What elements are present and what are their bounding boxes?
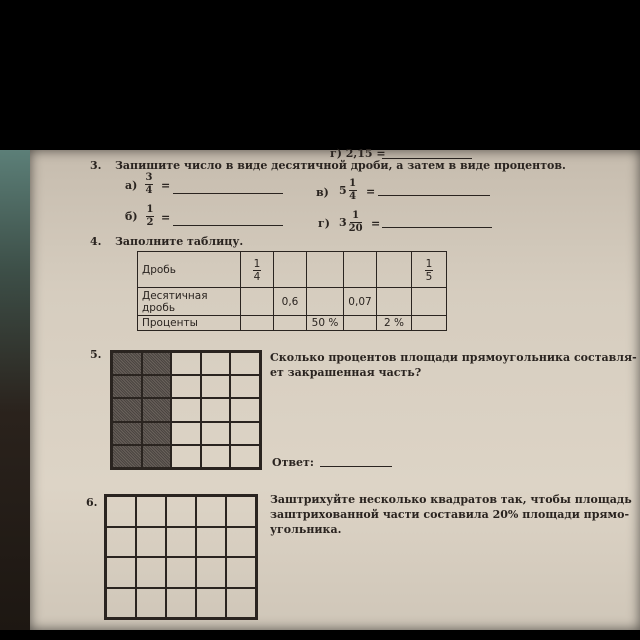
q5-question: Сколько процентов площади прямоугольника составля- ет закрашенная часть? <box>270 351 637 379</box>
grid-cell <box>142 422 172 445</box>
table-cell[interactable] <box>274 316 307 331</box>
grid-cell[interactable] <box>196 496 226 527</box>
numerator: 3 <box>145 172 153 183</box>
table-cell[interactable]: $\frac{1}{4}$ <box>241 252 274 288</box>
row-label-fraction: Дробь <box>138 252 241 288</box>
q3a-label: а) <box>125 179 138 192</box>
table-cell[interactable] <box>274 252 307 288</box>
grid-cell <box>230 445 260 468</box>
grid-cell <box>201 422 231 445</box>
grid-cell[interactable] <box>196 557 226 588</box>
q3-number: 3. <box>90 159 102 172</box>
q3g-mixed-number <box>339 211 363 234</box>
fill-in-table <box>137 251 447 331</box>
grid-cell[interactable] <box>106 588 136 619</box>
denominator: 20 <box>348 223 363 234</box>
denominator: 4 <box>145 185 153 196</box>
q3b-label: б) <box>125 210 138 223</box>
table-cell[interactable] <box>344 316 377 331</box>
grid-cell <box>142 445 172 468</box>
q3v-mixed-number <box>339 179 357 202</box>
q4-number: 4. <box>90 235 102 248</box>
grid-cell <box>171 375 201 398</box>
table-cell[interactable]: 2 % <box>377 316 412 331</box>
q3v-label: в) <box>316 186 329 199</box>
grid-cell <box>230 398 260 421</box>
grid-cell <box>112 375 142 398</box>
table-cell[interactable]: 0,6 <box>274 288 307 316</box>
q3b-fraction <box>146 205 154 228</box>
grid-cell[interactable] <box>166 557 196 588</box>
grid-cell <box>230 375 260 398</box>
answer-line-a[interactable] <box>173 193 283 194</box>
grid-cell[interactable] <box>166 527 196 558</box>
answer-line-v[interactable] <box>378 195 490 196</box>
table-cell[interactable] <box>307 288 344 316</box>
numerator: 1 <box>146 204 154 215</box>
equals-sign: = <box>161 211 171 224</box>
table-cell[interactable] <box>241 316 274 331</box>
q6-number: 6. <box>86 496 98 509</box>
table-cell[interactable] <box>377 288 412 316</box>
equals-sign: = <box>371 217 381 230</box>
grid-cell <box>112 398 142 421</box>
q5-shaded-grid <box>110 350 262 470</box>
grid-cell <box>230 422 260 445</box>
grid-cell <box>171 445 201 468</box>
equals-sign: = <box>366 185 376 198</box>
grid-cell <box>142 375 172 398</box>
grid-cell <box>201 445 231 468</box>
grid-cell[interactable] <box>226 557 256 588</box>
grid-cell[interactable] <box>226 588 256 619</box>
grid-cell <box>142 352 172 375</box>
grid-cell <box>171 352 201 375</box>
row-label-percent: Проценты <box>138 316 241 331</box>
q3-text: Запишите число в виде десятичной дроби, а затем в виде процентов. <box>115 159 566 172</box>
q6-question: Заштрихуйте несколько квадратов так, чтобы площадь заштрихованной части составила 20% площади прямо- угольника. <box>270 493 632 536</box>
answer-line-q5[interactable] <box>320 466 392 467</box>
grid-cell[interactable] <box>106 557 136 588</box>
whole-part: 3 <box>339 216 347 229</box>
table-cell[interactable] <box>241 288 274 316</box>
table-cell[interactable]: 50 % <box>307 316 344 331</box>
answer-line-b[interactable] <box>173 225 283 226</box>
grid-cell[interactable] <box>136 496 166 527</box>
q3g-label: г) <box>318 217 330 230</box>
q6-empty-grid[interactable] <box>104 494 258 620</box>
grid-cell[interactable] <box>136 557 166 588</box>
denominator: 4 <box>349 191 357 202</box>
worksheet-page <box>30 147 640 630</box>
q4-text: Заполните таблицу. <box>115 235 244 248</box>
grid-cell[interactable] <box>106 527 136 558</box>
table-cell[interactable] <box>412 316 447 331</box>
grid-cell[interactable] <box>166 588 196 619</box>
table-cell[interactable] <box>412 288 447 316</box>
equals-sign: = <box>161 179 171 192</box>
grid-cell <box>142 398 172 421</box>
table-cell[interactable] <box>307 252 344 288</box>
q5-number: 5. <box>90 348 102 361</box>
grid-cell <box>171 422 201 445</box>
whole-part: 5 <box>339 184 347 197</box>
grid-cell[interactable] <box>226 527 256 558</box>
answer-label: Ответ: <box>272 456 314 469</box>
grid-cell[interactable] <box>196 588 226 619</box>
grid-cell <box>112 352 142 375</box>
grid-cell <box>171 398 201 421</box>
grid-cell[interactable] <box>166 496 196 527</box>
q3a-fraction <box>145 173 153 196</box>
table-cell[interactable] <box>344 252 377 288</box>
denominator: 2 <box>146 217 154 228</box>
grid-cell[interactable] <box>136 527 166 558</box>
answer-line-g[interactable] <box>382 227 492 228</box>
row-label-decimal: Десятичная дробь <box>138 288 241 316</box>
grid-cell <box>201 375 231 398</box>
grid-cell[interactable] <box>226 496 256 527</box>
grid-cell[interactable] <box>106 496 136 527</box>
grid-cell <box>201 398 231 421</box>
numerator: 1 <box>349 178 357 189</box>
table-cell[interactable]: $\frac{1}{5}$ <box>412 252 447 288</box>
grid-cell[interactable] <box>136 588 166 619</box>
grid-cell <box>201 352 231 375</box>
partial-top-text: г) 2,15 = <box>330 147 386 160</box>
grid-cell <box>112 422 142 445</box>
numerator: 1 <box>352 210 360 221</box>
table-cell[interactable] <box>377 252 412 288</box>
grid-cell[interactable] <box>196 527 226 558</box>
grid-cell <box>230 352 260 375</box>
grid-cell <box>112 445 142 468</box>
table-cell[interactable]: 0,07 <box>344 288 377 316</box>
